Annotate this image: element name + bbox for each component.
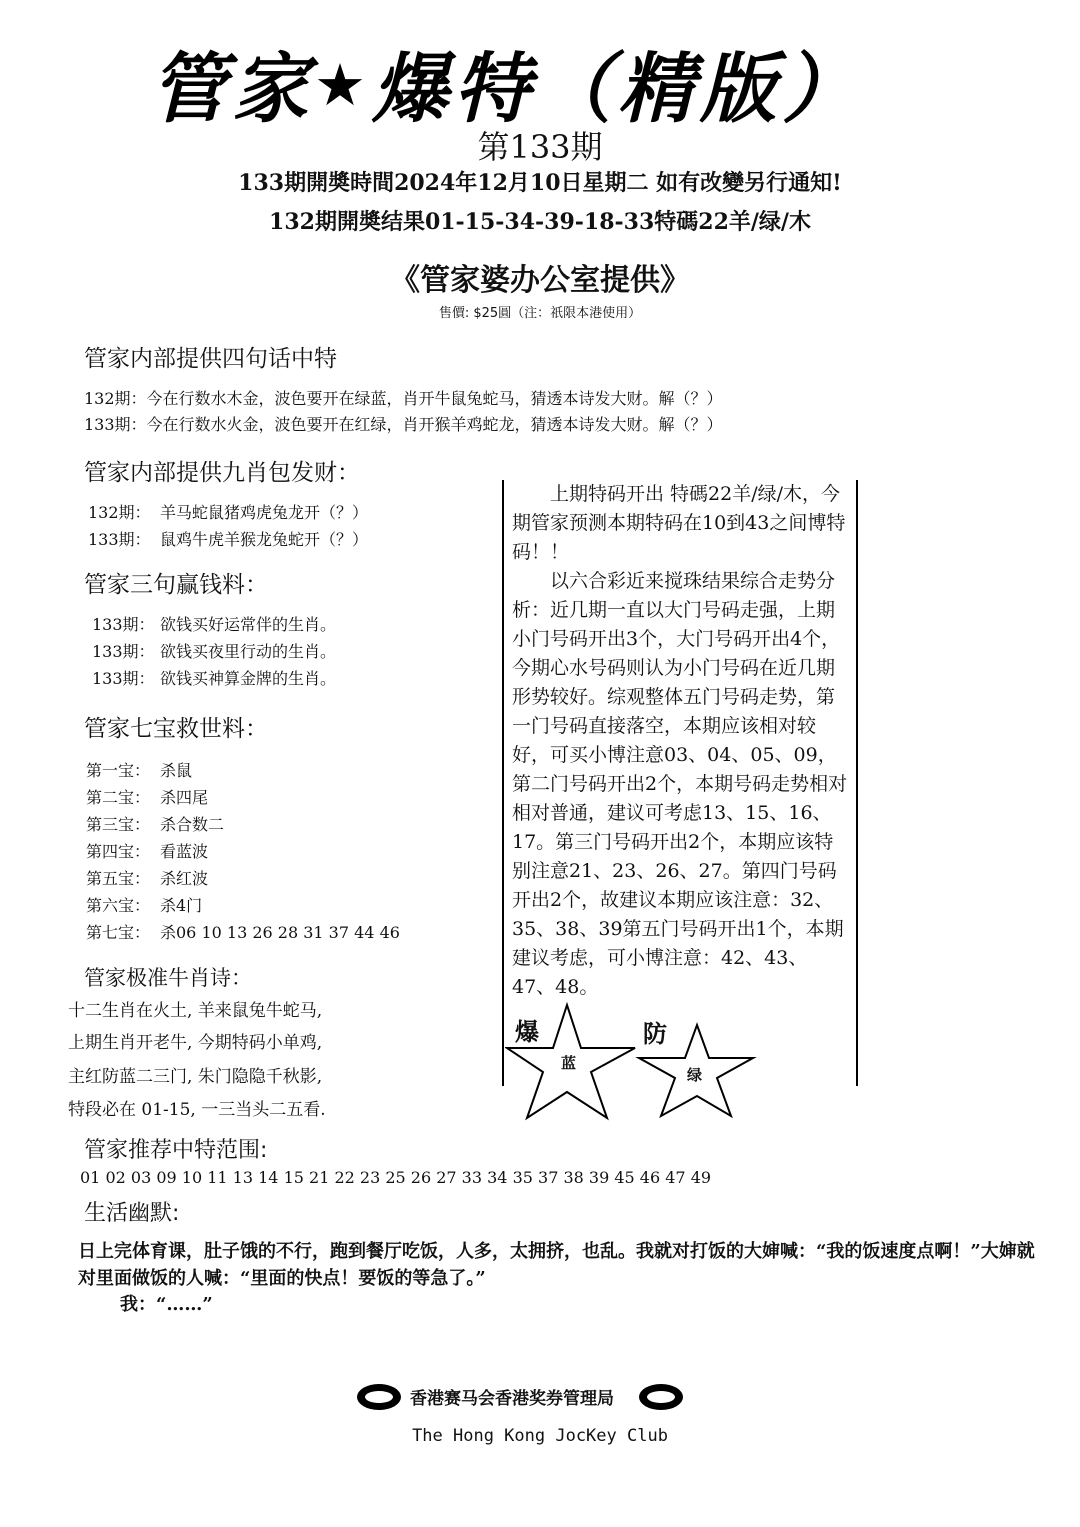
row-value: 杀四尾: [160, 788, 209, 807]
title-right: 爆特（精版）: [372, 44, 864, 133]
star-icons: [505, 1000, 765, 1125]
jockey-club-name: 香港赛马会香港奖券管理局: [410, 1389, 614, 1409]
seven-treasures-heading: 管家七宝救世料：: [84, 716, 268, 742]
star-label-bao: 爆: [515, 1017, 539, 1046]
jockey-club-english: The Hong Kong JocKey Club: [412, 1426, 668, 1446]
treasure-row: [86, 812, 224, 835]
row-key: 133期：: [88, 530, 151, 549]
row-value: 欲钱买夜里行动的生肖。: [160, 642, 337, 661]
treasure-row: [86, 785, 208, 808]
row-key: 第二宝：: [86, 788, 151, 807]
treasure-row: [86, 920, 400, 943]
four-lines-row: 132期：今在行数水木金，波色要开在绿蓝，肖开牛鼠兔蛇马，猜透本诗发大财。解（？）: [84, 389, 723, 408]
row-key: 第七宝：: [86, 923, 151, 942]
last-result: 132期開奬结果01-15-34-39-18-33特碼22羊/绿/木: [269, 209, 811, 235]
treasure-row: [86, 758, 192, 781]
row-value: 羊马蛇鼠猪鸡虎兔龙开（？）: [160, 503, 369, 522]
row-value: 欲钱买神算金牌的生肖。: [160, 669, 337, 688]
office-line: 《管家婆办公室提供》: [390, 263, 690, 298]
row-value: 杀红波: [160, 869, 209, 888]
three-lines-row: [92, 612, 336, 635]
analysis-paragraph-2: 以六合彩近来搅珠结果综合走势分析：近几期一直以大门号码走强，上期小门号码开出3个，大门号码开出4个，今期心水号码则认为小门号码在近几期形势较好。综观整体五门号码走势，第一门号码直接落空，本期应该相对较好，可买小博注意03、04、05、09，第二门号码开出2个，本期号码走势相对相对普通，建议可考虑13、15、16、17。第三门号码开出2个，本期应该特别注意21、23、26、27。第四门号码开出2个，故建议本期应该注意：32、35、38、39第五门号码开出1个，本期建议考虑，可小博注意：42、43、47、48。: [512, 570, 848, 998]
row-key: 第三宝：: [86, 815, 151, 834]
price-line: 售價: $25圓（注：祇限本港使用）: [438, 306, 642, 321]
row-value: 杀06 10 13 26 28 31 37 44 46: [160, 923, 400, 942]
row-value: 看蓝波: [160, 842, 209, 861]
range-heading: 管家推荐中特范围:: [84, 1138, 268, 1163]
row-key: 133期：: [92, 615, 155, 634]
row-key: 第六宝：: [86, 896, 151, 915]
star-icon: ★: [314, 51, 372, 119]
issue-number: 第133期: [477, 128, 603, 166]
star-inner-green: 绿: [687, 1066, 703, 1084]
treasure-row: [86, 866, 208, 889]
page-title: [150, 28, 864, 137]
row-value: 杀鼠: [160, 761, 193, 780]
treasure-row: [86, 893, 202, 916]
row-key: 第五宝：: [86, 869, 151, 888]
row-value: 鼠鸡牛虎羊猴龙兔蛇开（？）: [160, 530, 369, 549]
poem-line: 主红防蓝二三门, 朱门隐隐千秋影,: [68, 1067, 323, 1087]
draw-time: 133期開奬時間2024年12月10日星期二 如有改變另行通知!: [238, 170, 842, 196]
four-lines-row: 133期：今在行数水火金，波色要开在红绿，肖开猴羊鸡蛇龙，猜透本诗发大财。解（？）: [84, 415, 723, 434]
three-lines-heading: 管家三句赢钱料：: [84, 572, 268, 598]
nine-zodiac-row: [88, 500, 368, 523]
four-lines-heading: 管家内部提供四句话中特: [84, 346, 337, 372]
nine-zodiac-heading: 管家内部提供九肖包发财：: [84, 460, 360, 486]
row-value: 杀合数二: [160, 815, 225, 834]
humor-reply: 我：“……”: [120, 1294, 213, 1315]
row-key: 132期：: [88, 503, 151, 522]
row-key: 133期：: [92, 669, 155, 688]
poem-line: 上期生肖开老牛, 今期特码小单鸡,: [68, 1033, 323, 1053]
range-numbers: 01 02 03 09 10 11 13 14 15 21 22 23 25 26 27 33 34 35 37 38 39 45 46 47 49: [80, 1168, 712, 1187]
row-key: 第一宝：: [86, 761, 151, 780]
analysis-box: [502, 480, 858, 1086]
poem-line: 特段必在 01-15, 一三当头二五看.: [68, 1100, 326, 1120]
row-value: 杀4门: [160, 896, 203, 915]
row-key: 第四宝：: [86, 842, 151, 861]
star-label-fang: 防: [643, 1019, 667, 1048]
three-lines-row: [92, 666, 336, 689]
humor-heading: 生活幽默:: [84, 1201, 180, 1226]
row-value: 欲钱买好运常伴的生肖。: [160, 615, 337, 634]
three-lines-row: [92, 639, 336, 662]
star-badges: [505, 1000, 765, 1125]
row-key: 133期：: [92, 642, 155, 661]
poem-line: 十二生肖在火土, 羊来鼠兔牛蛇马,: [68, 1001, 323, 1021]
star-inner-blue: 蓝: [561, 1054, 577, 1072]
humor-text: 日上完体育课，肚子饿的不行，跑到餐厅吃饭，人多，太拥挤，也乱。我就对打饭的大婶喊：“我的饭速度点啊！”大婶就对里面做饭的人喊：“里面的快点！要饭的等急了。”: [78, 1241, 1035, 1289]
title-left: 管家: [150, 44, 314, 133]
analysis-paragraph-1: 上期特码开出 特碼22羊/绿/木，今期管家预测本期特码在10到43之间博特码！！: [512, 483, 846, 563]
poem-heading: 管家极准牛肖诗：: [84, 966, 252, 990]
nine-zodiac-row: [88, 527, 368, 550]
treasure-row: [86, 839, 208, 862]
